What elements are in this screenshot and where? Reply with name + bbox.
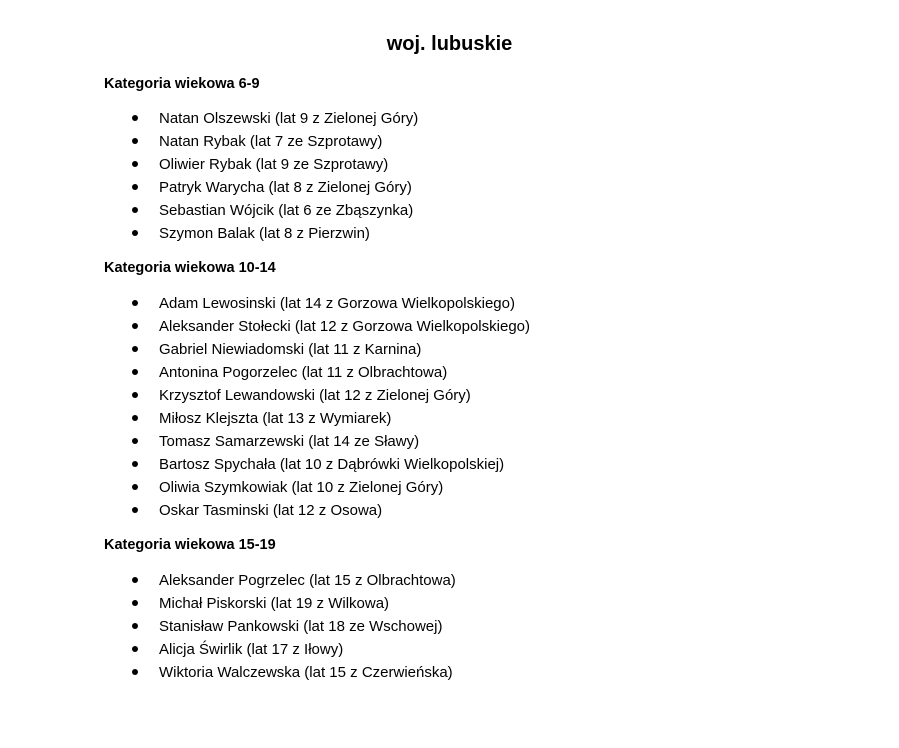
bullet-icon [132, 646, 138, 652]
list-item-text: Bartosz Spychała (lat 10 z Dąbrówki Wielkopolskiej) [159, 456, 505, 473]
category-heading: Kategoria wiekowa 15-19 [104, 537, 276, 553]
list-item [0, 222, 418, 245]
bullet-icon [132, 115, 138, 121]
list-item [0, 476, 530, 499]
bullet-icon [132, 184, 138, 190]
page-title: woj. lubuskie [386, 33, 513, 55]
list-item [0, 338, 530, 361]
list-item [0, 615, 456, 638]
bullet-icon [132, 161, 138, 167]
bullet-icon [132, 392, 138, 398]
bullet-icon [132, 507, 138, 513]
list-item-text: Tomasz Samarzewski (lat 14 ze Sławy) [159, 433, 420, 450]
list-item [0, 499, 530, 522]
list-item-text: Natan Rybak (lat 7 ze Szprotawy) [159, 133, 383, 150]
list-item-text: Natan Olszewski (lat 9 z Zielonej Góry) [159, 110, 419, 127]
bullet-icon [132, 138, 138, 144]
list-item [0, 315, 530, 338]
list-item-text: Szymon Balak (lat 8 z Pierzwin) [159, 225, 370, 242]
category-list [0, 569, 456, 684]
bullet-icon [132, 623, 138, 629]
bullet-icon [132, 207, 138, 213]
list-item [0, 153, 418, 176]
list-item [0, 130, 418, 153]
list-item [0, 292, 530, 315]
list-item [0, 107, 418, 130]
list-item-text: Antonina Pogorzelec (lat 11 z Olbrachtowa) [159, 364, 448, 381]
list-item-text: Oskar Tasminski (lat 12 z Osowa) [159, 502, 383, 519]
list-item [0, 430, 530, 453]
list-item [0, 661, 456, 684]
list-item [0, 176, 418, 199]
list-item-text: Sebastian Wójcik (lat 6 ze Zbąszynka) [159, 202, 414, 219]
bullet-icon [132, 230, 138, 236]
bullet-icon [132, 438, 138, 444]
bullet-icon [132, 461, 138, 467]
bullet-icon [132, 669, 138, 675]
bullet-icon [132, 600, 138, 606]
category-list [0, 292, 530, 522]
bullet-icon [132, 415, 138, 421]
bullet-icon [132, 484, 138, 490]
bullet-icon [132, 346, 138, 352]
list-item-text: Alicja Świrlik (lat 17 z Iłowy) [159, 641, 344, 658]
bullet-icon [132, 369, 138, 375]
list-item-text: Aleksander Pogrzelec (lat 15 z Olbrachtowa) [159, 572, 456, 589]
bullet-icon [132, 577, 138, 583]
list-item [0, 199, 418, 222]
list-item-text: Miłosz Klejszta (lat 13 z Wymiarek) [159, 410, 392, 427]
list-item-text: Patryk Warycha (lat 8 z Zielonej Góry) [159, 179, 412, 196]
list-item [0, 453, 530, 476]
list-item-text: Stanisław Pankowski (lat 18 ze Wschowej) [159, 618, 443, 635]
list-item-text: Adam Lewosinski (lat 14 z Gorzowa Wielkopolskiego) [159, 295, 515, 312]
list-item-text: Michał Piskorski (lat 19 z Wilkowa) [159, 595, 390, 612]
list-item [0, 361, 530, 384]
list-item [0, 592, 456, 615]
category-list [0, 107, 418, 245]
list-item-text: Oliwier Rybak (lat 9 ze Szprotawy) [159, 156, 389, 173]
list-item-text: Oliwia Szymkowiak (lat 10 z Zielonej Góry) [159, 479, 444, 496]
list-item-text: Wiktoria Walczewska (lat 15 z Czerwieńska) [159, 664, 453, 681]
list-item-text: Krzysztof Lewandowski (lat 12 z Zielonej Góry) [159, 387, 471, 404]
list-item-text: Aleksander Stołecki (lat 12 z Gorzowa Wielkopolskiego) [159, 318, 530, 335]
category-heading: Kategoria wiekowa 6-9 [104, 76, 260, 92]
bullet-icon [132, 323, 138, 329]
category-heading: Kategoria wiekowa 10-14 [104, 260, 276, 276]
bullet-icon [132, 300, 138, 306]
list-item-text: Gabriel Niewiadomski (lat 11 z Karnina) [159, 341, 422, 358]
list-item [0, 407, 530, 430]
list-item [0, 569, 456, 592]
list-item [0, 384, 530, 407]
list-item [0, 638, 456, 661]
